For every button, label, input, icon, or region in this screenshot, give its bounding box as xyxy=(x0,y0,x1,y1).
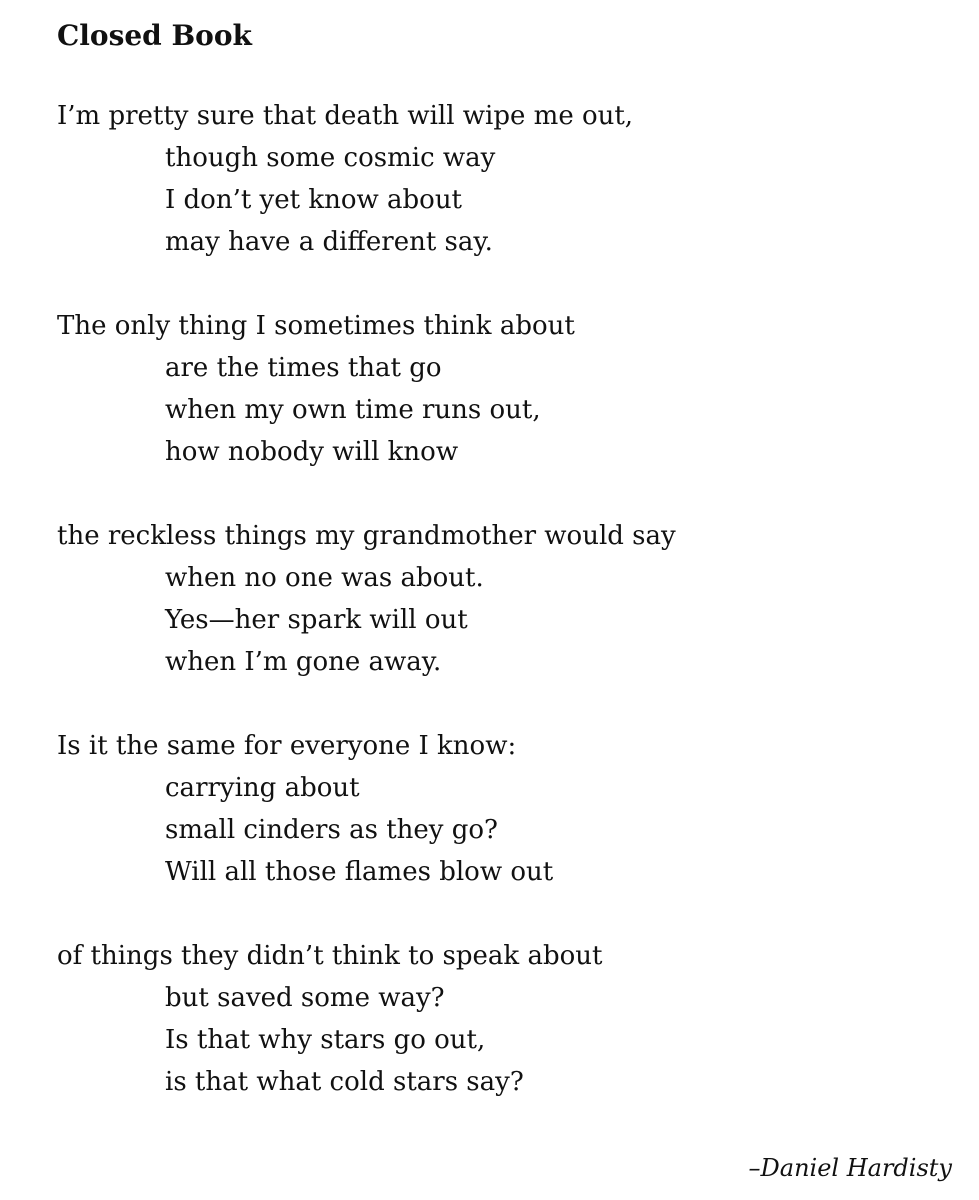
poem-line: is that what cold stars say? xyxy=(165,1067,524,1097)
stanza-5 xyxy=(57,935,957,1103)
poem-line: Yes—her spark will out xyxy=(165,605,468,635)
poem-line: I’m pretty sure that death will wipe me out, xyxy=(57,101,634,131)
poem-line: Will all those flames blow out xyxy=(165,857,554,887)
poem-line: Is it the same for everyone I know: xyxy=(57,731,517,761)
poem-line: I don’t yet know about xyxy=(165,185,463,215)
poem-line: are the times that go xyxy=(165,353,442,383)
poem-line: how nobody will know xyxy=(165,437,459,467)
poem-line: The only thing I sometimes think about xyxy=(57,311,575,341)
poem-line: though some cosmic way xyxy=(165,143,496,173)
poem-line: carrying about xyxy=(165,773,360,803)
poem-line: the reckless things my grandmother would say xyxy=(57,521,676,551)
poem-line: Is that why stars go out, xyxy=(165,1025,486,1055)
poem-line: when I’m gone away. xyxy=(165,647,442,677)
stanza-2 xyxy=(57,305,957,473)
poem-line: but saved some way? xyxy=(165,983,445,1013)
poem-line: small cinders as they go? xyxy=(165,815,498,845)
poem-line: when my own time runs out, xyxy=(165,395,541,425)
author-attribution: –Daniel Hardisty xyxy=(748,1154,952,1182)
poem-title: Closed Book xyxy=(57,19,252,52)
poem-line: when no one was about. xyxy=(165,563,484,593)
stanza-1 xyxy=(57,95,957,263)
stanza-3 xyxy=(57,515,957,683)
poem-line: of things they didn’t think to speak about xyxy=(57,941,603,971)
poem-line: may have a different say. xyxy=(165,227,493,257)
stanza-4 xyxy=(57,725,957,893)
poem-body xyxy=(57,95,957,1145)
